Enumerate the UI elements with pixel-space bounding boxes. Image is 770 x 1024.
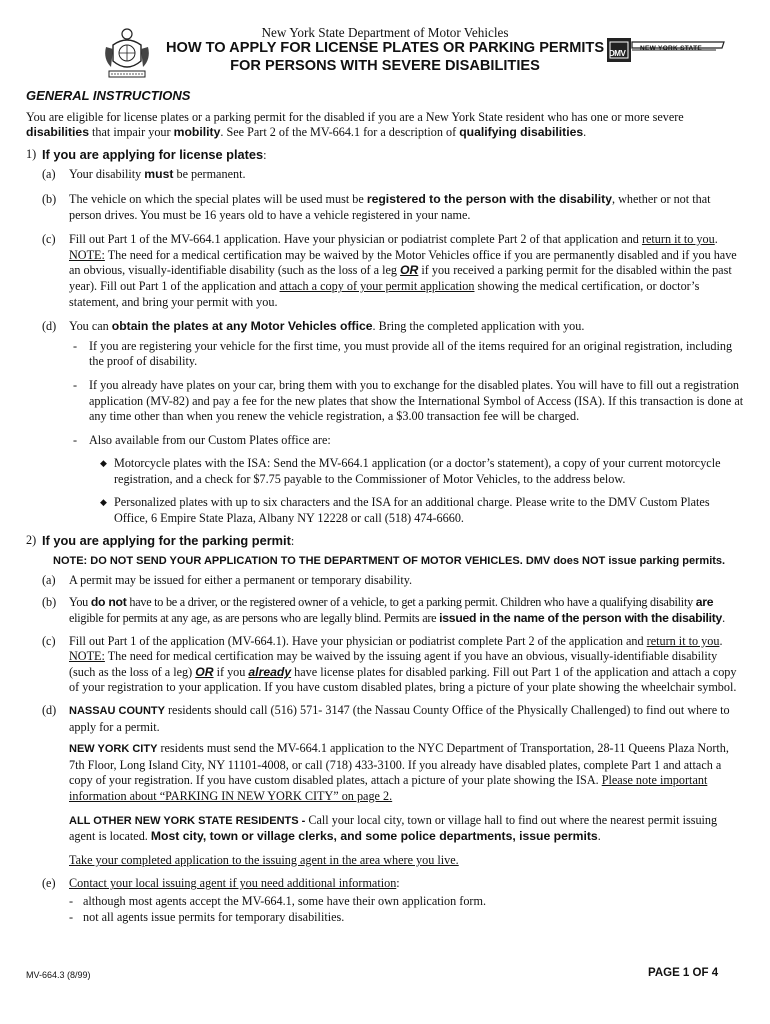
take-application-line: Take your completed application to the issuing agent in the area where you live. <box>69 852 459 867</box>
dmv-logo <box>606 36 726 64</box>
section-2-note: NOTE: DO NOT SEND YOUR APPLICATION TO THE DEPARTMENT OF MOTOR VEHICLES. DMV does NOT issue parking permits. <box>53 555 726 568</box>
page-header <box>0 0 770 90</box>
general-intro-paragraph: You are eligible for license plates or a parking permit for the disabled if you are a New York State resident who has one or more severe disabilities that impair your mobility. See Part 2 of the MV-664.1 for a description of qualifying disabilities. <box>26 109 684 140</box>
custom-plates-item-motorcycle: ◆ Motorcycle plates with the ISA: Send the MV-664.1 application (or a doctor’s statement), a copy of your current motorcycle registration, and a check for $7.75 payable to the Commissioner of Motor Vehicles, to the address below. <box>100 456 721 486</box>
section-1-d-bullet-3: - Also available from our Custom Plates office are: <box>73 432 331 447</box>
section-1-item-b: (b) The vehicle on which the special plates will be used must be registered to the person with the disability, whether or not that person drives. You must be 16 years old to have a vehicle registered in your name. <box>42 191 711 222</box>
custom-plates-item-personalized: ◆ Personalized plates with up to six characters and the ISA for an additional charge. Please write to the DMV Custom Plates Office, 6 Empire State Plaza, Albany NY 12228 or call (518) 474-6660. <box>100 495 710 526</box>
dmv-logo-letters: DMV <box>609 49 626 58</box>
section-2-item-d: (d) NASSAU COUNTY residents should call (516) 571- 3147 (the Nassau County Office of the Physically Challenged) to find out where to apply for a permit. <box>42 703 730 734</box>
diamond-bullet-icon: ◆ <box>100 458 107 469</box>
agency-name: New York State Department of Motor Vehicles <box>261 25 509 40</box>
section-2-item-e: (e) Contact your local issuing agent if you need additional information: <box>42 876 400 891</box>
form-id: MV-664.3 (8/99) <box>26 970 91 980</box>
nyc-residents-paragraph: NEW YORK CITY residents must send the MV-664.1 application to the NYC Department of Transportation, 28-11 Queens Plaza North, 7th Floor, Long Island City, NY 11101-4008, or call (718) 433-3100. If you already have disabled plates, complete Part 1 and attach a copy of your registration. If you have custom disabled plates, attach a picture of your plate showing the ISA. Please note important information about “PARKING IN NEW YORK CITY” on page 2. <box>69 741 729 803</box>
dmv-logo-text: NEW YORK STATE <box>640 45 702 52</box>
document-body <box>26 88 746 925</box>
page-title-line1: HOW TO APPLY FOR LICENSE PLATES OR PARKING PERMITS <box>165 40 605 56</box>
section-1-item-d: (d) You can obtain the plates at any Motor Vehicles office. Bring the completed application with you. <box>42 319 585 334</box>
section-1-item-a: (a) Your disability must be permanent. <box>42 167 246 182</box>
section-1-heading: 1) If you are applying for license plates: <box>26 146 267 162</box>
section-1-d-bullet-1: - If you are registering your vehicle for the first time, you must provide all of the items required for an original registration, including the proof of disability. <box>73 338 733 369</box>
section-2-e-bullet-1: - although most agents accept the MV-664.1, some have their own application form. <box>69 893 486 908</box>
section-2-item-a: (a) A permit may be issued for either a permanent or temporary disability. <box>42 572 413 587</box>
section-1-d-bullet-2: - If you already have plates on your car, bring them with you to exchange for the disabled plates. You will have to fill out a registration application (MV-82) and pay a fee for the new plates that show the International Symbol of Access (ISA). If this transaction is done at any time other than when you renew the vehicle registration, a $3.00 transaction fee will be charged. <box>73 377 744 424</box>
section-2-item-b: (b) You do not have to be a driver, or the registered owner of a vehicle, to get a parking permit. Children who have a qualifying disability are eligible for permits at any age, as are persons who are legally blind. Permits are issued in the name of the person with the disability. <box>42 595 725 626</box>
section-2-heading: 2) If you are applying for the parking permit: <box>26 532 295 548</box>
section-1-item-c: (c) Fill out Part 1 of the MV-664.1 application. Have your physician or podiatrist complete Part 2 of that application and return it to you. NOTE: The need for a medical certification may be waived by the Motor Vehicles office if you are permanently disabled and if you have an obvious, visually-identifiable disability (such as the loss of a leg OR if you received a parking permit for the disabled within the past year). Fill out Part 1 of the application and attach a copy of your permit application showing the medical certification, or doctor’s statement, and bring your permit with you. <box>42 232 737 309</box>
diamond-bullet-icon: ◆ <box>100 497 107 508</box>
page-title-line2: FOR PERSONS WITH SEVERE DISABILITIES <box>230 58 540 74</box>
general-instructions-heading: GENERAL INSTRUCTIONS <box>26 88 191 103</box>
section-2-item-c: (c) Fill out Part 1 of the application (MV-664.1). Have your physician or podiatrist complete Part 2 of the application and return it to you. NOTE: The need for medical certification may be waived by the issuing agent if you have an obvious, visually-identifiable disability (such as the loss of a leg) OR if you already have license plates for disabled parking. Fill out Part 1 of the application and attach a copy of your registration to your application. If you have custom disabled plates, bring a picture of your plate showing the wheelchair symbol. <box>42 633 737 695</box>
page-number: PAGE 1 OF 4 <box>648 967 719 979</box>
section-2-e-bullet-2: - not all agents issue permits for temporary disabilities. <box>69 909 345 924</box>
other-residents-paragraph: ALL OTHER NEW YORK STATE RESIDENTS - Call your local city, town or village hall to find out where the nearest permit issuing agent is located. Most city, town or village clerks, and some police departments, issue permits. <box>69 812 718 844</box>
